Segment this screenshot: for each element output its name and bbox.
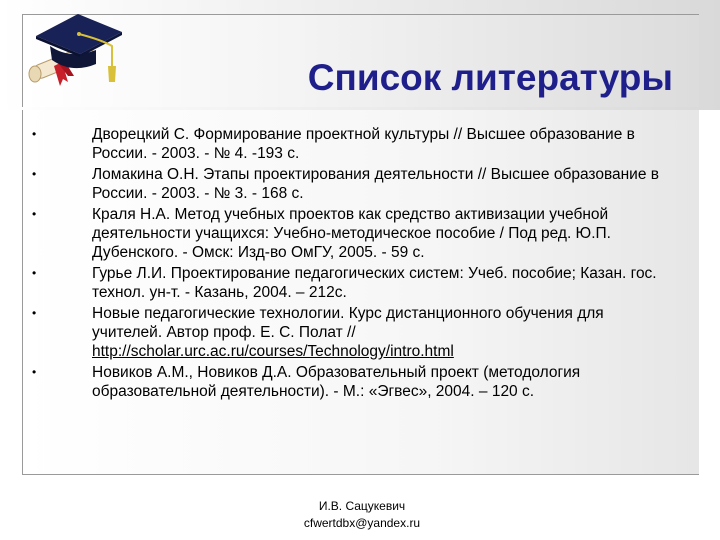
- reference-text: Дворецкий С. Формирование проектной культуры // Высшее образование в России. - 2003. - № 4. -193 с.: [92, 126, 635, 162]
- graduation-cap-diploma-icon: [18, 6, 128, 102]
- reference-text: Новиков А.М., Новиков Д.А. Образовательный проект (методология образовательной деятельности). - М.: «Эгвес», 2004. – 120 с.: [92, 364, 581, 400]
- list-item: [28, 304, 678, 361]
- reference-text: Гурье Л.И. Проектирование педагогических систем: Учеб. пособие; Казан. гос. технол. ун-т. - Казань, 2004. – 212с.: [92, 265, 657, 301]
- bullet-icon: •: [32, 167, 37, 181]
- bullet-icon: •: [32, 266, 37, 280]
- reference-text: Краля Н.А. Метод учебных проектов как средство активизации учебной деятельности учащихся: Учебно-методическое пособие / Под ред. Ю.П. Дубенского. - Омск: Изд-во ОмГУ, 2005. - 59 с.: [92, 206, 611, 261]
- reference-link[interactable]: http://scholar.urc.ac.ru/courses/Technology/intro.html: [92, 343, 454, 360]
- list-item: [28, 205, 678, 262]
- list-item: [28, 165, 678, 203]
- bullet-icon: •: [32, 306, 37, 320]
- list-item: [28, 125, 678, 163]
- footer: [262, 498, 462, 532]
- bullet-icon: •: [32, 127, 37, 141]
- bullet-icon: •: [32, 207, 37, 221]
- reference-list: [28, 125, 678, 403]
- bullet-icon: •: [32, 365, 37, 379]
- slide-title: Список литературы: [307, 57, 673, 98]
- footer-email: cfwertdbx@yandex.ru: [303, 516, 421, 530]
- reference-text: Новые педагогические технологии. Курс дистанционного обучения для учителей. Автор проф. Е. С. Полат //: [92, 305, 604, 341]
- list-item: [28, 363, 678, 401]
- list-item: [28, 264, 678, 302]
- reference-text: Ломакина О.Н. Этапы проектирования деятельности // Высшее образование в России. - 2003. - № 3. - 168 с.: [92, 166, 660, 202]
- footer-author: И.В. Сацукевич: [318, 499, 406, 513]
